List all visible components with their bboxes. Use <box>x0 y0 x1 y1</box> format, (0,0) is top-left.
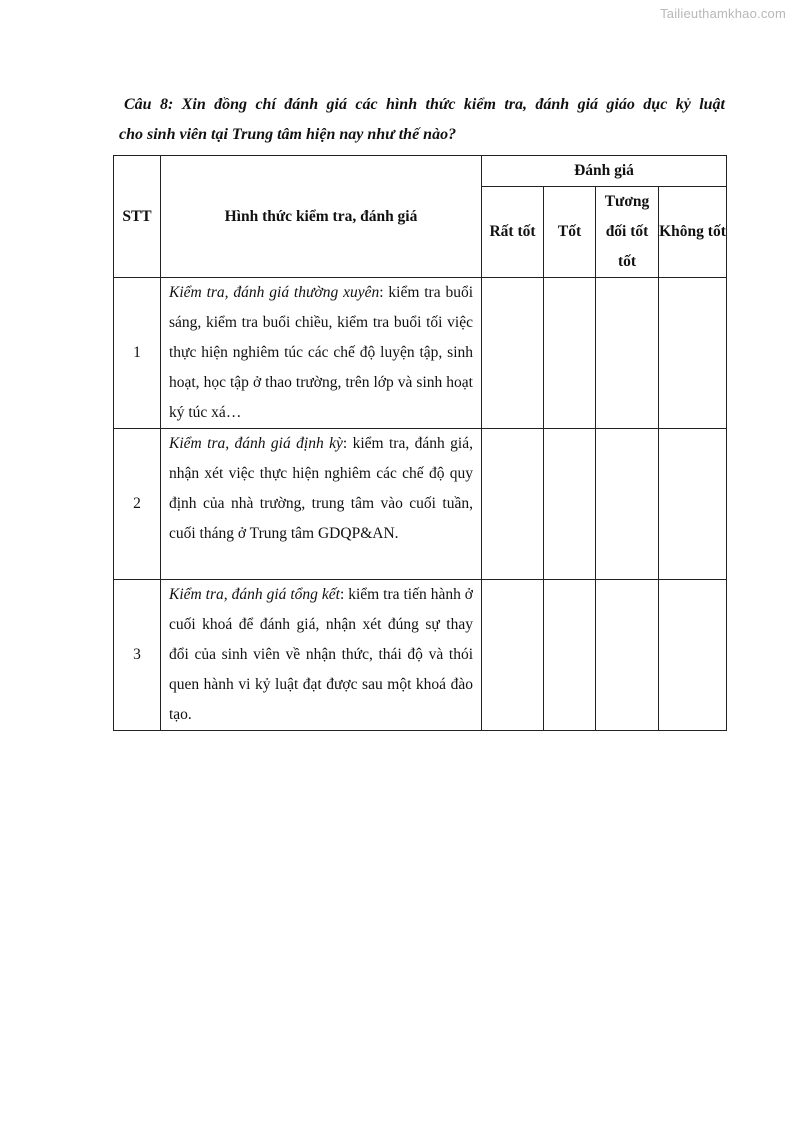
question-line-1: Câu 8: Xin đồng chí đánh giá các hình thức kiểm tra, đánh giá giáo dục kỷ luật <box>124 96 726 113</box>
rating-cell-good[interactable] <box>544 429 596 580</box>
question <box>119 90 725 150</box>
rating-cell-not-good[interactable] <box>659 278 727 429</box>
header-rating-fairly-good: Tương đối tốt tốt <box>596 187 659 278</box>
rating-cell-fairly-good[interactable] <box>596 429 659 580</box>
row-form-detail: : kiểm tra, đánh giá, nhận xét việc thực hiện nghiêm các chế độ quy định của nhà trường, trung tâm vào cuối tuần, cuối tháng ở Trung tâm GDQP&AN. <box>169 435 473 542</box>
row-stt: 1 <box>114 278 161 429</box>
rating-cell-good[interactable] <box>544 278 596 429</box>
row-stt: 3 <box>114 580 161 731</box>
row-form-name: Kiểm tra, đánh giá thường xuyên <box>169 284 380 301</box>
row-form-detail: : kiểm tra tiến hành ở cuối khoá để đánh giá, nhận xét đúng sự thay đổi của sinh viên về nhận thức, thái độ và thói quen hành vi kỷ luật đạt được sau một khoá đào tạo. <box>169 586 473 723</box>
row-form-name: Kiểm tra, đánh giá định kỳ <box>169 435 343 452</box>
header-form: Hình thức kiểm tra, đánh giá <box>161 156 482 278</box>
rating-cell-good[interactable] <box>544 580 596 731</box>
row-description <box>161 278 482 429</box>
table-row <box>114 429 727 580</box>
row-form-detail: : kiểm tra buổi sáng, kiểm tra buổi chiều, kiểm tra buổi tối việc thực hiện nghiêm túc các chế độ luyện tập, sinh hoạt, học tập ở thao trường, trên lớp và sinh hoạt ký túc xá… <box>169 284 473 421</box>
question-text-1: Xin đồng chí đánh giá các hình thức kiểm tra, đánh giá giáo dục kỷ luật <box>181 96 726 113</box>
rating-cell-not-good[interactable] <box>659 580 727 731</box>
rating-cell-very-good[interactable] <box>482 278 544 429</box>
rating-cell-very-good[interactable] <box>482 580 544 731</box>
header-rating-good: Tốt <box>544 187 596 278</box>
watermark: Tailieuthamkhao.com <box>660 6 786 21</box>
rating-cell-not-good[interactable] <box>659 429 727 580</box>
row-stt: 2 <box>114 429 161 580</box>
rating-cell-very-good[interactable] <box>482 429 544 580</box>
question-text-2: cho sinh viên tại Trung tâm hiện nay như thế nào? <box>119 126 457 143</box>
question-prefix: Câu 8 <box>124 96 168 113</box>
header-rating-very-good: Rất tốt <box>482 187 544 278</box>
rating-cell-fairly-good[interactable] <box>596 278 659 429</box>
header-rating-not-good: Không tốt <box>659 187 727 278</box>
rating-cell-fairly-good[interactable] <box>596 580 659 731</box>
row-description <box>161 429 482 580</box>
header-stt: STT <box>114 156 161 278</box>
row-form-name: Kiểm tra, đánh giá tổng kết <box>169 586 340 603</box>
header-rating-group: Đánh giá <box>482 156 727 187</box>
table-row <box>114 278 727 429</box>
row-description <box>161 580 482 731</box>
table-row <box>114 580 727 731</box>
evaluation-table <box>113 155 727 731</box>
